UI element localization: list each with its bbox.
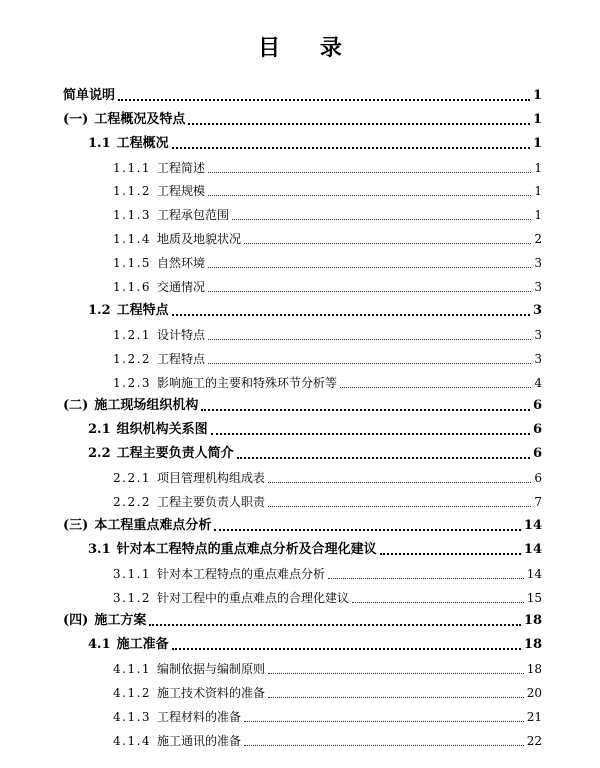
toc-entry-label	[113, 709, 241, 725]
toc-entry-page-number: 18	[526, 662, 542, 677]
dot-leader	[244, 745, 524, 746]
toc-entry-number: 1.2.3	[113, 375, 152, 390]
toc-entry-text: 施工通讯的准备	[157, 733, 242, 748]
dot-leader	[208, 267, 531, 268]
toc-entry-label	[88, 542, 377, 558]
toc-entry-page-number: 6	[534, 471, 542, 486]
toc-entry-label	[113, 661, 265, 677]
toc-entry-page-number: 3	[532, 302, 542, 318]
dot-leader	[380, 553, 521, 555]
toc-entry[interactable]	[0, 610, 600, 634]
toc-entry-page-number: 1	[534, 208, 542, 223]
toc-entry-number: 3.1	[88, 541, 111, 557]
toc-entry-text: 本工程重点难点分析	[94, 517, 212, 533]
dot-leader	[118, 99, 530, 101]
dot-leader	[244, 721, 524, 722]
dot-leader	[268, 673, 524, 674]
toc-entry-page-number: 15	[526, 590, 542, 605]
toc-entry[interactable]	[0, 108, 600, 132]
toc-entry-page-number: 2	[534, 232, 542, 247]
dot-leader	[244, 243, 531, 244]
toc-entry[interactable]	[0, 132, 600, 156]
toc-entry-text: 自然环境	[157, 256, 206, 271]
toc-entry-page-number: 14	[523, 517, 542, 533]
dot-leader	[211, 433, 530, 435]
dot-leader	[328, 578, 524, 579]
toc-entry[interactable]	[0, 681, 600, 705]
toc-entry-number: 2.1	[88, 422, 111, 438]
toc-entry-text: 工程主要负责人简介	[116, 446, 234, 462]
toc-entry-page-number: 4	[534, 375, 542, 390]
toc-entry-page-number: 1	[532, 111, 542, 127]
toc-entry[interactable]	[0, 657, 600, 681]
dot-leader	[201, 409, 530, 411]
toc-entry-number: 4.1.1	[113, 662, 152, 677]
toc-entry-page-number: 1	[532, 135, 542, 151]
toc-entry[interactable]	[0, 84, 600, 108]
toc-entry-text: 交通情况	[157, 280, 206, 295]
toc-entry-text: 工程主要负责人职责	[157, 495, 266, 510]
toc-entry-number: (四)	[63, 613, 89, 629]
toc-entry-label	[113, 231, 241, 247]
toc-entry-text: 组织机构关系图	[116, 422, 208, 438]
dot-leader	[149, 624, 521, 626]
dot-leader	[268, 482, 531, 483]
toc-entry-number: 1.2.2	[113, 351, 152, 366]
toc-entry[interactable]	[0, 562, 600, 586]
toc-entry-text: 工程规模	[157, 184, 206, 199]
toc-entry-number: (二)	[63, 398, 89, 414]
dot-leader	[352, 602, 524, 603]
toc-entry[interactable]	[0, 538, 600, 562]
toc-entry-label	[63, 398, 198, 414]
toc-entry-text: 针对本工程特点的重点难点分析	[157, 566, 326, 581]
toc-entry-number: 2.2.2	[113, 495, 152, 510]
toc-entry[interactable]	[0, 514, 600, 538]
toc-entry[interactable]	[0, 180, 600, 204]
dot-leader	[268, 506, 531, 507]
toc-entry-number: 1.1.1	[113, 160, 152, 175]
toc-entry-number: 4.1.2	[113, 686, 152, 701]
toc-entry-text: 工程承包范围	[157, 208, 230, 223]
dot-leader	[208, 291, 531, 292]
toc-entry-number: 2.2.1	[113, 471, 152, 486]
toc-entry-number: 3.1.2	[113, 590, 152, 605]
toc-entry-page-number: 6	[532, 398, 542, 414]
toc-entry-text: 施工技术资料的准备	[157, 686, 266, 701]
toc-entry[interactable]	[0, 729, 600, 753]
toc-entry-page-number: 3	[534, 256, 542, 271]
toc-entry-label	[113, 470, 265, 486]
toc-entry-page-number: 21	[526, 710, 542, 725]
toc-entry-page-number: 18	[523, 613, 542, 629]
toc-entry-text: 项目管理机构组成表	[157, 471, 266, 486]
toc-entry-label	[113, 255, 205, 271]
toc-entry-number: 3.1.1	[113, 566, 152, 581]
toc-entry-number: (一)	[63, 111, 89, 127]
toc-entry-page-number: 6	[532, 422, 542, 438]
toc-entry-label	[63, 112, 185, 128]
toc-entry-label	[113, 327, 205, 343]
toc-entry-label	[113, 279, 205, 295]
toc-entry[interactable]	[0, 705, 600, 729]
toc-entry-number: (三)	[63, 517, 89, 533]
toc-entry-label	[88, 136, 169, 152]
toc-entry-page-number: 20	[526, 686, 542, 701]
toc-entry-label	[113, 685, 265, 701]
toc-entry-page-number: 14	[523, 541, 542, 557]
toc-entry-label	[113, 494, 265, 510]
toc-entry[interactable]	[0, 323, 600, 347]
toc-entry-number: 2.2	[88, 446, 111, 462]
toc-entry[interactable]	[0, 251, 600, 275]
toc-entry[interactable]	[0, 227, 600, 251]
toc-entry-number: 1.1.2	[113, 184, 152, 199]
toc-entry[interactable]	[0, 395, 600, 419]
toc-entry-label	[113, 733, 241, 749]
toc-entry-number: 1.2.1	[113, 327, 152, 342]
toc-entry-text: 工程特点	[157, 351, 206, 366]
toc-entry-text: 工程概况	[116, 135, 169, 151]
toc-entry-text: 施工准备	[116, 637, 169, 653]
toc-entry-number: 1.2	[88, 302, 111, 318]
toc-entry-label	[88, 446, 234, 462]
toc-entry-page-number: 6	[532, 446, 542, 462]
toc-entry-page-number: 22	[526, 733, 542, 748]
toc-entry-text: 设计特点	[157, 327, 206, 342]
dot-leader	[208, 172, 531, 173]
toc-entry-text: 工程特点	[116, 302, 169, 318]
toc-entry-label	[88, 422, 208, 438]
toc-entry[interactable]	[0, 371, 600, 395]
toc-entry-text: 工程简述	[157, 160, 206, 175]
toc-entry[interactable]	[0, 466, 600, 490]
toc-entry-label	[113, 375, 337, 391]
toc-entry[interactable]	[0, 299, 600, 323]
dot-leader	[340, 387, 531, 388]
toc-entry-label	[88, 303, 169, 319]
dot-leader	[214, 529, 521, 531]
toc-entry[interactable]	[0, 275, 600, 299]
dot-leader	[208, 363, 531, 364]
toc-entry-number: 1.1	[88, 135, 111, 151]
toc-entry[interactable]	[0, 418, 600, 442]
toc-entry-number: 1.1.4	[113, 232, 152, 247]
toc-entry-page-number: 1	[534, 184, 542, 199]
toc-entry-page-number: 14	[526, 566, 542, 581]
toc-entry-label	[63, 88, 115, 104]
toc-entry-label	[63, 613, 146, 629]
toc-entry-page-number: 7	[534, 495, 542, 510]
toc-entry-text: 针对工程中的重点难点的合理化建议	[157, 590, 350, 605]
dot-leader	[172, 648, 521, 650]
toc-entry-page-number: 18	[523, 637, 542, 653]
toc-entry-text: 简单说明	[63, 87, 116, 103]
dot-leader	[208, 195, 531, 196]
toc-entry-label	[113, 590, 349, 606]
page-title: 目 录	[258, 35, 358, 61]
toc-entry[interactable]	[0, 203, 600, 227]
toc-entry[interactable]	[0, 586, 600, 610]
dot-leader	[172, 147, 530, 149]
toc-entry-text: 地质及地貌状况	[157, 232, 242, 247]
toc-entry-page-number: 1	[534, 160, 542, 175]
toc-entry-label	[88, 637, 169, 653]
toc-entry-page-number: 3	[534, 351, 542, 366]
toc-entry-number: 4.1	[88, 637, 111, 653]
toc-entry-number: 4.1.4	[113, 733, 152, 748]
toc-entry-label	[63, 518, 211, 534]
toc-entry-text: 施工现场组织机构	[94, 398, 199, 414]
toc-entry-number: 4.1.3	[113, 710, 152, 725]
dot-leader	[172, 314, 530, 316]
toc-entry-text: 工程概况及特点	[94, 111, 186, 127]
table-of-contents	[0, 84, 600, 753]
toc-entry-text: 编制依据与编制原则	[157, 662, 266, 677]
toc-entry-number: 1.1.3	[113, 208, 152, 223]
toc-entry-text: 施工方案	[94, 613, 147, 629]
toc-entry-number: 1.1.5	[113, 256, 152, 271]
toc-entry-label	[113, 160, 205, 176]
toc-entry-number: 1.1.6	[113, 280, 152, 295]
dot-leader	[237, 457, 530, 459]
toc-entry[interactable]	[0, 156, 600, 180]
toc-entry-page-number: 3	[534, 280, 542, 295]
toc-entry-label	[113, 566, 325, 582]
toc-entry-label	[113, 183, 205, 199]
toc-entry-text: 影响施工的主要和特殊环节分析等	[157, 375, 338, 390]
dot-leader	[208, 339, 531, 340]
toc-entry-text: 工程材料的准备	[157, 710, 242, 725]
toc-entry-label	[113, 207, 229, 223]
toc-entry-text: 针对本工程特点的重点难点分析及合理化建议	[116, 541, 377, 557]
toc-entry[interactable]	[0, 633, 600, 657]
toc-entry-label	[113, 351, 205, 367]
toc-entry-page-number: 1	[532, 87, 542, 103]
dot-leader	[268, 697, 524, 698]
toc-entry-page-number: 3	[534, 327, 542, 342]
toc-entry[interactable]	[0, 490, 600, 514]
dot-leader	[188, 123, 530, 125]
dot-leader	[232, 219, 531, 220]
toc-entry[interactable]	[0, 347, 600, 371]
toc-entry[interactable]	[0, 442, 600, 466]
